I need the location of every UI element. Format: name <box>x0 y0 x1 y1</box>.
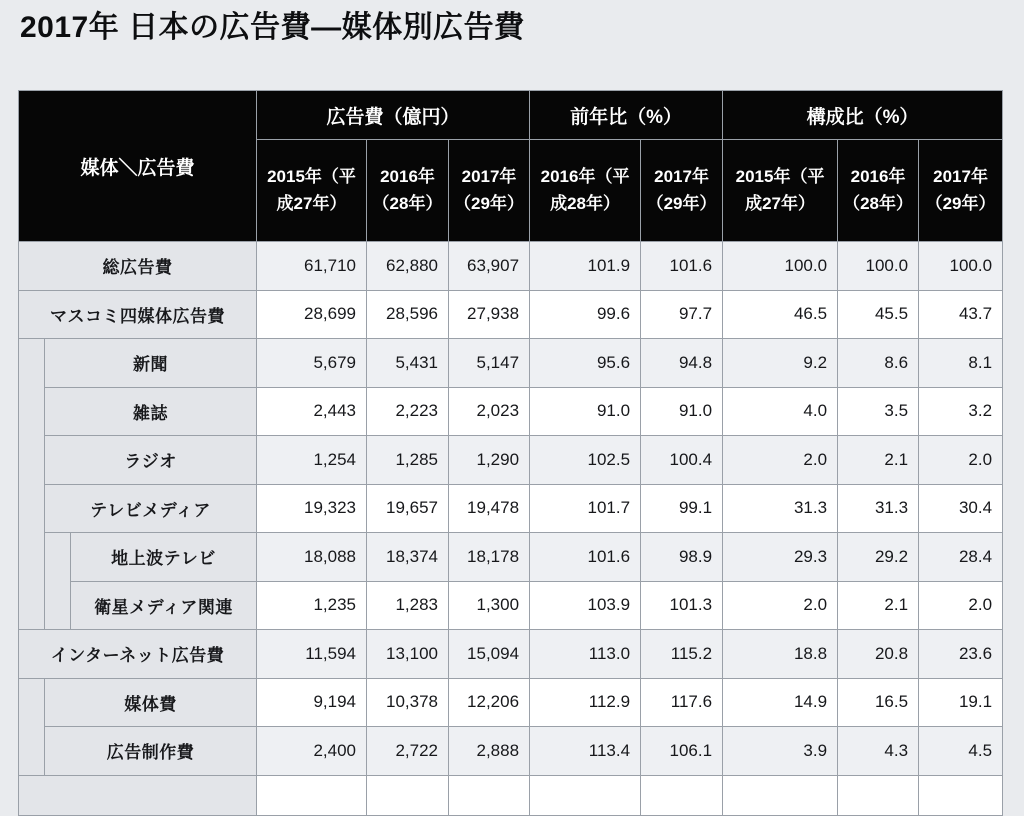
table-row-magazine <box>19 387 1003 436</box>
num-cell: 112.9 <box>530 678 641 727</box>
num-cell: 1,285 <box>367 436 449 485</box>
num-cell: 1,235 <box>257 581 367 630</box>
num-cell: 3.5 <box>838 387 919 436</box>
row-label: インターネット広告費 <box>19 630 257 679</box>
num-cell <box>367 775 449 815</box>
num-cell: 101.6 <box>530 533 641 582</box>
num-cell: 100.4 <box>641 436 723 485</box>
num-cell: 19,323 <box>257 484 367 533</box>
table-row-mass-media-total <box>19 290 1003 339</box>
num-cell <box>530 775 641 815</box>
indent-cell-level1 <box>19 678 45 775</box>
row-label: 衛星メディア関連 <box>71 581 257 630</box>
num-cell: 18,088 <box>257 533 367 582</box>
num-cell: 1,254 <box>257 436 367 485</box>
num-cell: 99.1 <box>641 484 723 533</box>
num-cell: 4.3 <box>838 727 919 776</box>
num-cell: 29.3 <box>723 533 838 582</box>
num-cell: 10,378 <box>367 678 449 727</box>
indent-cell-level2 <box>45 533 71 630</box>
col-header-yoy-2017: 2017年（29年） <box>641 140 723 242</box>
table-header <box>19 91 1003 242</box>
num-cell: 94.8 <box>641 339 723 388</box>
num-cell: 19,657 <box>367 484 449 533</box>
col-header-yoy-2016: 2016年（平成28年） <box>530 140 641 242</box>
num-cell: 102.5 <box>530 436 641 485</box>
num-cell: 99.6 <box>530 290 641 339</box>
num-cell: 28,596 <box>367 290 449 339</box>
num-cell: 19,478 <box>449 484 530 533</box>
row-label: マスコミ四媒体広告費 <box>19 290 257 339</box>
table-body <box>19 242 1003 816</box>
num-cell: 23.6 <box>919 630 1003 679</box>
media-ad-spend-table <box>18 90 1003 816</box>
num-cell <box>919 775 1003 815</box>
row-label: 雑誌 <box>45 387 257 436</box>
num-cell: 5,431 <box>367 339 449 388</box>
num-cell: 101.9 <box>530 242 641 291</box>
indent-cell-level1 <box>19 339 45 630</box>
num-cell <box>641 775 723 815</box>
num-cell: 113.4 <box>530 727 641 776</box>
num-cell: 31.3 <box>723 484 838 533</box>
num-cell: 95.6 <box>530 339 641 388</box>
num-cell: 5,147 <box>449 339 530 388</box>
table-row-satellite-media <box>19 581 1003 630</box>
num-cell: 8.6 <box>838 339 919 388</box>
page-title: 2017年 日本の広告費―媒体別広告費 <box>20 11 525 44</box>
num-cell: 100.0 <box>919 242 1003 291</box>
row-label: 広告制作費 <box>45 727 257 776</box>
table-row-newspaper <box>19 339 1003 388</box>
num-cell: 115.2 <box>641 630 723 679</box>
num-cell: 101.7 <box>530 484 641 533</box>
num-cell: 2.1 <box>838 581 919 630</box>
row-label: 総広告費 <box>19 242 257 291</box>
num-cell: 100.0 <box>723 242 838 291</box>
num-cell: 16.5 <box>838 678 919 727</box>
num-cell: 113.0 <box>530 630 641 679</box>
num-cell: 2.0 <box>919 581 1003 630</box>
num-cell: 98.9 <box>641 533 723 582</box>
num-cell: 2.1 <box>838 436 919 485</box>
group-header-ad-spend: 広告費（億円） <box>257 91 530 140</box>
num-cell: 18,178 <box>449 533 530 582</box>
row-label: 地上波テレビ <box>71 533 257 582</box>
num-cell: 2,722 <box>367 727 449 776</box>
table-row-internet-total <box>19 630 1003 679</box>
col-header-ad-2017: 2017年（29年） <box>449 140 530 242</box>
col-header-ad-2015: 2015年（平成27年） <box>257 140 367 242</box>
num-cell: 101.6 <box>641 242 723 291</box>
num-cell: 2.0 <box>919 436 1003 485</box>
row-label: ラジオ <box>45 436 257 485</box>
num-cell: 1,290 <box>449 436 530 485</box>
num-cell: 106.1 <box>641 727 723 776</box>
num-cell: 20.8 <box>838 630 919 679</box>
num-cell: 27,938 <box>449 290 530 339</box>
num-cell: 3.9 <box>723 727 838 776</box>
num-cell: 100.0 <box>838 242 919 291</box>
corner-header-media: 媒体＼広告費 <box>19 91 257 242</box>
num-cell: 103.9 <box>530 581 641 630</box>
num-cell: 9,194 <box>257 678 367 727</box>
num-cell: 28.4 <box>919 533 1003 582</box>
num-cell: 1,300 <box>449 581 530 630</box>
num-cell: 13,100 <box>367 630 449 679</box>
row-label <box>19 775 257 815</box>
num-cell: 117.6 <box>641 678 723 727</box>
num-cell <box>723 775 838 815</box>
col-header-share-2015: 2015年（平成27年） <box>723 140 838 242</box>
num-cell: 11,594 <box>257 630 367 679</box>
num-cell: 2,888 <box>449 727 530 776</box>
num-cell: 2.0 <box>723 581 838 630</box>
table-row-ad-production-cost <box>19 727 1003 776</box>
num-cell: 2,400 <box>257 727 367 776</box>
num-cell: 9.2 <box>723 339 838 388</box>
table-row-radio <box>19 436 1003 485</box>
num-cell: 2,023 <box>449 387 530 436</box>
num-cell: 43.7 <box>919 290 1003 339</box>
num-cell: 18.8 <box>723 630 838 679</box>
table-row-total <box>19 242 1003 291</box>
row-label: 媒体費 <box>45 678 257 727</box>
num-cell: 3.2 <box>919 387 1003 436</box>
num-cell: 46.5 <box>723 290 838 339</box>
num-cell: 18,374 <box>367 533 449 582</box>
num-cell: 29.2 <box>838 533 919 582</box>
row-label: 新聞 <box>45 339 257 388</box>
num-cell: 28,699 <box>257 290 367 339</box>
num-cell: 31.3 <box>838 484 919 533</box>
num-cell: 97.7 <box>641 290 723 339</box>
col-header-share-2017: 2017年（29年） <box>919 140 1003 242</box>
num-cell: 45.5 <box>838 290 919 339</box>
num-cell: 2.0 <box>723 436 838 485</box>
table-row-partial-clipped <box>19 775 1003 815</box>
num-cell: 12,206 <box>449 678 530 727</box>
num-cell: 15,094 <box>449 630 530 679</box>
table-row-internet-media-cost <box>19 678 1003 727</box>
num-cell: 63,907 <box>449 242 530 291</box>
num-cell: 1,283 <box>367 581 449 630</box>
num-cell: 8.1 <box>919 339 1003 388</box>
table-row-terrestrial-tv <box>19 533 1003 582</box>
num-cell: 2,223 <box>367 387 449 436</box>
num-cell: 61,710 <box>257 242 367 291</box>
col-header-share-2016: 2016年（28年） <box>838 140 919 242</box>
row-label: テレビメディア <box>45 484 257 533</box>
group-header-yoy: 前年比（%） <box>530 91 723 140</box>
num-cell: 30.4 <box>919 484 1003 533</box>
num-cell: 91.0 <box>530 387 641 436</box>
header-group-row <box>19 91 1003 140</box>
num-cell: 2,443 <box>257 387 367 436</box>
num-cell: 4.5 <box>919 727 1003 776</box>
num-cell: 4.0 <box>723 387 838 436</box>
num-cell: 19.1 <box>919 678 1003 727</box>
num-cell <box>838 775 919 815</box>
group-header-share: 構成比（%） <box>723 91 1003 140</box>
num-cell: 62,880 <box>367 242 449 291</box>
num-cell: 14.9 <box>723 678 838 727</box>
num-cell <box>449 775 530 815</box>
col-header-ad-2016: 2016年（28年） <box>367 140 449 242</box>
num-cell: 101.3 <box>641 581 723 630</box>
num-cell <box>257 775 367 815</box>
num-cell: 91.0 <box>641 387 723 436</box>
num-cell: 5,679 <box>257 339 367 388</box>
table-row-tv-media <box>19 484 1003 533</box>
